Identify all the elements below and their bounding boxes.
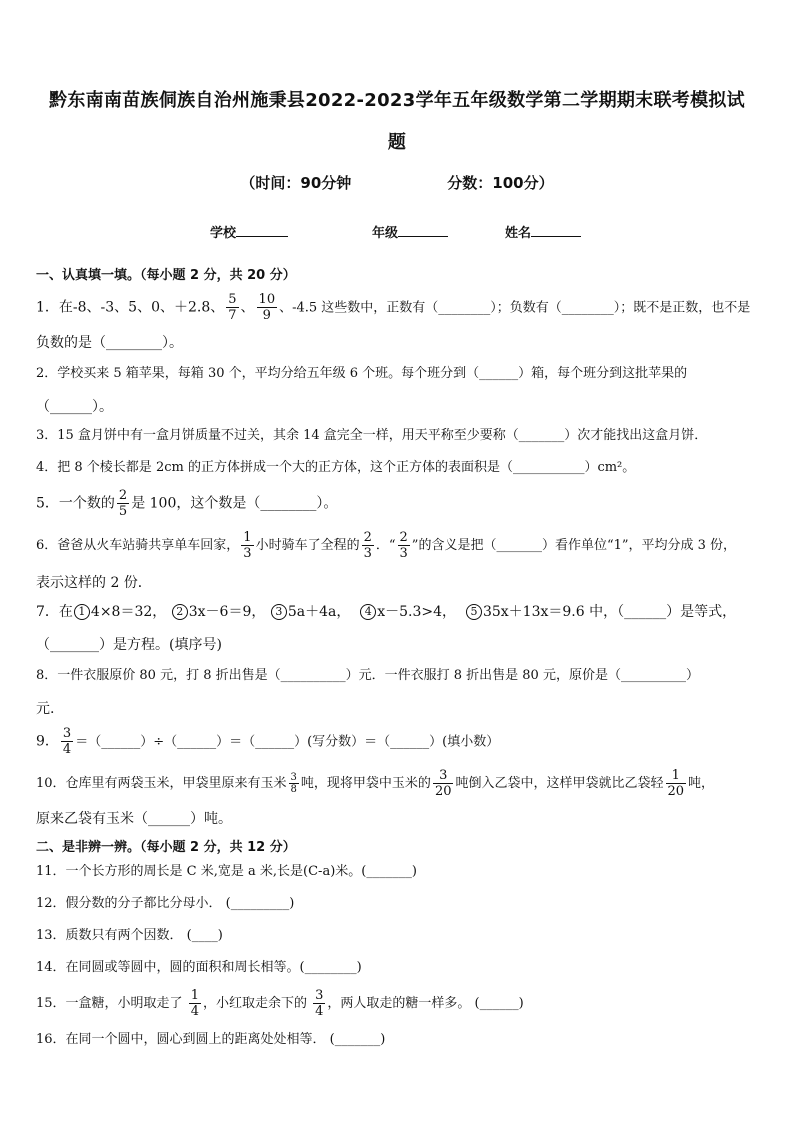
question-6 [36, 530, 760, 561]
q10-text-b: 吨，现将甲袋中玉米的 [300, 776, 431, 791]
section-1-title: 一、认真填一填。（每小题 2 分，共 20 分） [36, 268, 296, 283]
q15-fraction-2: $\frac{3}{4}$ [315, 988, 324, 1019]
q5-fraction: $\frac{2}{5}$ [118, 488, 128, 519]
q7-text-a: 7．在 [36, 604, 73, 620]
q6-text-a: 6．爸爸从火车站骑共享单车回家， [36, 538, 240, 553]
question-7 [36, 602, 760, 622]
q9-number: 9． [36, 733, 59, 750]
q15-text-b: ，小红取走余下的 [202, 996, 312, 1011]
circled-number-5-icon: 5 [466, 604, 482, 620]
question-2-cont: （______）。 [36, 399, 113, 415]
question-12: 12．假分数的分子都比分母小． (_________) [36, 896, 295, 911]
q1-text-b: 、-4.5 这些数中，正数有（________）；负数有（________）；既不是正数，也不是 [279, 300, 751, 316]
exam-meta [0, 172, 794, 193]
question-14: 14．在同圆或等圆中，圆的面积和周长相等。(________) [36, 960, 362, 975]
q1-separator: 、 [240, 299, 255, 316]
question-10 [36, 768, 760, 799]
circled-number-1-icon: 1 [74, 604, 90, 620]
name-field[interactable] [505, 222, 581, 241]
q1-text-a: 1．在-8、-3、5、0、＋2.8、 [36, 299, 225, 316]
question-3: 3．15 盒月饼中有一盒月饼质量不过关，其余 14 盒完全一样，用天平称至少要称（_______）次才能找出这盒月饼． [36, 428, 708, 443]
q10-text-d: 吨， [688, 776, 715, 791]
question-7-cont: （_______）是方程。(填序号) [36, 637, 222, 653]
q7-expr-3: 5a＋4a， [287, 604, 351, 620]
grade-field[interactable] [372, 222, 448, 241]
q15-text-a: 15．一盒糖，小明取走了 [36, 996, 187, 1011]
q6-fraction-3: $\frac{2}{3}$ [399, 530, 408, 561]
exam-title-line1: 黔东南南苗族侗族自治州施秉县2022-2023学年五年级数学第二学期期末联考模拟试 [49, 90, 745, 111]
circled-number-2-icon: 2 [172, 604, 188, 620]
question-6-cont: 表示这样的 2 份． [36, 575, 152, 591]
school-blank[interactable] [236, 224, 288, 237]
question-5 [36, 488, 760, 519]
time-info: （时间：90分钟 [240, 174, 352, 192]
score-info: 分数：100分） [447, 174, 554, 192]
name-label: 姓名 [505, 226, 532, 241]
question-8: 8．一件衣服原价 80 元，打 8 折出售是（__________）元．一件衣服打 8 折出售是 80 元，原价是（__________） [36, 668, 699, 683]
q6-fraction-2: $\frac{2}{3}$ [363, 530, 372, 561]
question-2: 2．学校买来 5 箱苹果，每箱 30 个，平均分给五年级 6 个班。每个班分到（______）箱，每个班分到这批苹果的 [36, 366, 688, 381]
q1-fraction-2: $\frac{10}{9}$ [258, 292, 276, 323]
q9-fraction: $\frac{3}{4}$ [62, 726, 72, 757]
q10-fraction-1: $\frac{3}{8}$ [290, 772, 297, 795]
question-10-cont: 原来乙袋有玉米（______）吨。 [36, 811, 232, 827]
q5-text-b: 是 100，这个数是（________）。 [131, 495, 338, 512]
q15-fraction-1: $\frac{1}{4}$ [190, 988, 199, 1019]
grade-blank[interactable] [398, 224, 448, 237]
section-2-title: 二、是非辨一辨。（每小题 2 分，共 12 分） [36, 840, 296, 855]
q6-fraction-1: $\frac{1}{3}$ [243, 530, 252, 561]
question-4: 4．把 8 个棱长都是 2cm 的正方体拼成一个大的正方体，这个正方体的表面积是（___________）cm²。 [36, 460, 636, 475]
question-13: 13．质数只有两个因数． (____) [36, 928, 223, 943]
question-1-cont: 负数的是（________）。 [36, 335, 183, 351]
grade-label: 年级 [372, 226, 399, 241]
q7-expr-4: x－5.3>4， [377, 604, 457, 620]
q6-text-d: ”的含义是把（_______）看作单位“1”，平均分成 3 份， [411, 538, 737, 553]
question-15 [36, 988, 760, 1019]
school-field[interactable] [210, 222, 288, 241]
q7-expr-5: 35x＋13x＝9.6 中，（______）是等式， [482, 604, 737, 620]
q10-text-c: 吨倒入乙袋中，这样甲袋就比乙袋轻 [455, 776, 664, 791]
question-16: 16．在同一个圆中，圆心到圆上的距离处处相等． (_______) [36, 1032, 386, 1047]
name-blank[interactable] [531, 224, 581, 237]
q9-text: ＝（______）÷（______）＝（______）(写分数）＝（______）(填小数） [75, 734, 500, 750]
q15-text-c: ，两人取走的糖一样多。 (______) [327, 996, 524, 1011]
school-label: 学校 [210, 226, 237, 241]
q10-fraction-2: $\frac{3}{20}$ [434, 768, 452, 799]
q5-text-a: 5．一个数的 [36, 495, 115, 512]
question-11: 11．一个长方形的周长是 C 米,宽是 a 米,长是(C-a)米。(_______) [36, 864, 417, 879]
question-8-cont: 元. [36, 701, 55, 717]
q7-expr-1: 4×8＝32， [90, 604, 167, 620]
q6-text-b: 小时骑车了全程的 [255, 538, 360, 553]
circled-number-4-icon: 4 [360, 604, 376, 620]
question-9 [36, 726, 760, 757]
q1-fraction-1: $\frac{5}{7}$ [228, 292, 237, 323]
q6-text-c: ．“ [375, 538, 396, 553]
q10-fraction-3: $\frac{1}{20}$ [667, 768, 685, 799]
exam-title-line2: 题 [387, 132, 407, 153]
circled-number-3-icon: 3 [271, 604, 287, 620]
question-1 [36, 292, 760, 323]
q10-text-a: 10．仓库里有两袋玉米，甲袋里原来有玉米 [36, 776, 287, 791]
q7-expr-2: 3x－6＝9， [188, 604, 266, 620]
